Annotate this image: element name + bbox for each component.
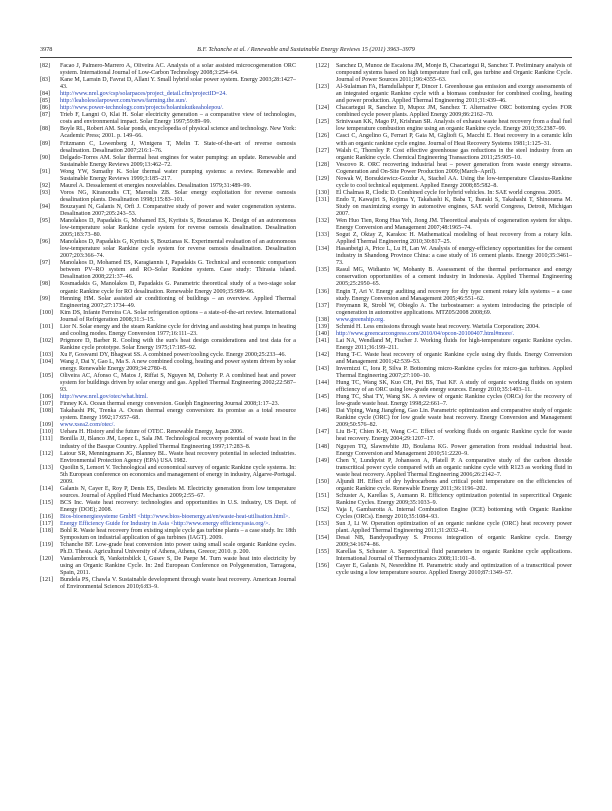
reference-number: [108] [40, 408, 54, 415]
reference-text: Sun J, Li W. Operation optimization of an organic rankine cycle (ORC) heat recovery power plant. Applied Thermal Engineering 2011;31:2032–41. [336, 521, 572, 535]
reference-number: [145] [316, 394, 330, 401]
reference-text: Liu B-T, Chien K-H, Wang C-C. Effect of working fluids on organic Rankine cycle for waste heat recovery. Energy 2004;29:1207–17. [336, 429, 572, 443]
reference-number: [148] [316, 443, 330, 450]
reference-entry [316, 133, 572, 147]
reference-text: Henning HM. Solar assisted air conditioning of buildings – an overview. Applied Thermal Engineering 2007;27:1734–49. [60, 295, 296, 309]
reference-text: Manolakos D, Mohamed ES, Karagiannis I, Papadakis G. Technical and economic comparison between PV–RO system and RO–Solar Rankine system. Case study: Thirasia island. Desalination 2008;221:37–46. [60, 260, 296, 281]
reference-entry [316, 549, 572, 563]
reference-entry [316, 444, 572, 458]
reference-number: [97] [40, 260, 51, 267]
reference-text: Wen Huo Tien, Rong Hua Yeh, Jiong JM. Theoretical analysis of cogeneration system for ships. Energy Conversion and Management 2007;48:1965–74. [336, 218, 572, 232]
reference-number: [91] [40, 168, 51, 175]
reference-entry [316, 521, 572, 535]
reference-number: [137] [316, 302, 330, 309]
reference-number: [128] [316, 161, 330, 168]
reference-text: Invernizzi C, Iora P, Silva P. Bottoming micro-Rankine cycles for micro-gas turbines. Applied Thermal Engineering 2007;27:100–10. [336, 366, 572, 380]
reference-number: [150] [316, 478, 330, 485]
reference-text: Srinivasan KK, Mago PJ, Krishnan SR. Analysis of exhaust waste heat recovery from a dual fuel low temperature combustion engine using an organic Rankine cycle. Energy 2010;35:2387–99. [336, 119, 572, 133]
reference-text: Wang J, Dai Y, Gao L, Ma S. A new combined cooling, heating and power system driven by solar energy. Renewable Energy 2009;34:2780–8. [60, 358, 296, 373]
reference-number: [85] [40, 98, 51, 105]
reference-entry [316, 148, 572, 162]
reference-entry[interactable] [40, 98, 296, 105]
reference-number: [102] [40, 337, 54, 344]
reference-text: Lior N. Solar energy and the steam Rankine cycle for driving and assisting heat pumps in heating and cooling modes. Energy Conversion 1977;16:111–23. [60, 323, 296, 337]
reference-entry [316, 105, 572, 119]
reference-number: [123] [316, 84, 330, 91]
reference-number: [131] [316, 196, 330, 203]
reference-text: Kosmadakis G, Manolakos D, Papadakis G. Parametric theoretical study of a two-stage solar organic Rankine cycle for RO desalination. Renewable Energy 2009;35:989–96. [60, 281, 296, 295]
reference-text: Engin T, Ari V. Energy auditing and recovery for dry type cement rotary kiln systems – a case study. Energy Conversion and Management 2005;46:551–62. [336, 288, 572, 302]
reference-entry [40, 486, 296, 500]
reference-entry [40, 465, 296, 486]
reference-number: [83] [40, 77, 51, 84]
reference-text: Chen Y, Lundqvist P, Johansson A, Platell P. A comparative study of the carbon dioxide transcritical power cycle compared with an organic rankine cycle with R123 as working fluid in waste heat recovery. Applied Thermal Engineering 2006;26:2142–7. [336, 457, 572, 478]
reference-number: [138] [316, 316, 330, 323]
reference-text: Bouzayani N, Galanis N, Orfi J. Comparative study of power and water cogeneration systems. Desalination 2007;205:243–53. [60, 203, 296, 217]
reference-link[interactable]: Bios-bioenergiesysteme GmbH <http://www.bios-bioenergy.at/en/waste-heat-utilisation.html>. [60, 514, 290, 520]
reference-text: Hung TC, Wang SK, Kuo CH, Pei BS, Tsai KF. A study of organic working fluids on system efficiency of an ORC using low-grade energy sources. Energy 2010;35:1403–11. [336, 380, 572, 394]
reference-number: [127] [316, 147, 330, 154]
reference-text: Boyle RL, Robert AM. Solar ponds, encyclopedia of physical science and technology. New York: Academic Press; 2001. p. 149–66. [60, 126, 296, 140]
reference-number: [84] [40, 91, 51, 98]
reference-entry [40, 436, 296, 450]
reference-entry [40, 183, 296, 190]
reference-number: [140] [316, 330, 330, 337]
reference-number: [133] [316, 232, 330, 239]
reference-entry [40, 63, 296, 77]
reference-link[interactable]: http://leaholesolarpower.com/news/farming.the.sun/. [60, 98, 188, 105]
reference-text: Schmid H. Less emissions through waste heat recovery. Wartsila Corporation; 2004. [336, 323, 540, 330]
reference-number: [101] [40, 323, 54, 330]
reference-text: Hung TC, Shai TY, Wang SK. A review of organic Rankine cycles (ORCs) for the recovery of low-grade waste heat. Energy 1998;22:661–7. [336, 394, 572, 408]
reference-number: [129] [316, 175, 330, 182]
reference-number: [146] [316, 408, 330, 415]
reference-text: Fritzmann C, Lowenberg J, Wintgens T, Melin T. State-of-the-art of reverse osmosis desalination. Desalination 2007;216:1–76. [60, 140, 296, 154]
reference-number: [132] [316, 218, 330, 225]
reference-text: Schuster A, Karellas S, Aumann R. Efficiency optimization potential in supercritical Organic Rankine Cycles. Energy 2009;35:1033–9. [336, 492, 572, 506]
reference-entry [40, 338, 296, 352]
reference-number: [155] [316, 549, 330, 556]
reference-text: Kim DS, Infante Ferreira CA. Solar refrigeration options – a state-of-the-art review. International Journal of Refrigeration 2008;31:3–15. [60, 309, 296, 323]
reference-entry [40, 169, 296, 183]
reference-number: [119] [40, 542, 53, 549]
reference-number: [154] [316, 535, 330, 542]
reference-entry [40, 260, 296, 281]
reference-entry [40, 500, 296, 514]
reference-entry [316, 197, 572, 218]
reference-text: Rasul MG, Widianto W, Mohanty B. Assessment of the thermal performance and energy conservation opportunities of a cement industry in Indonesia. Applied Thermal Engineering 2005;25:2950–65. [336, 267, 572, 288]
reference-entry [40, 359, 296, 373]
reference-entry [316, 218, 572, 232]
reference-text: Hung T-C. Waste heat recovery of organic Rankine cycle using dry fluids. Energy Conversion and Management 2001;42:539–53. [336, 351, 572, 365]
reference-entry [40, 324, 296, 338]
reference-link[interactable]: http://www.power-technology.com/projects/holaniukutkeaholepou/. [60, 105, 224, 112]
reference-entry [316, 535, 572, 549]
reference-entry [40, 373, 296, 394]
reference-number: [126] [316, 133, 330, 140]
reference-text: Takahashi PK, Trenka A. Ocean thermal energy conversion: its promise as a total resource system. Energy 1992;17:657–68. [60, 408, 296, 422]
reference-text: Bonilla JJ, Blanco JM, Lopez L, Sala JM. Technological recovery potential of waste heat in the industry of the Basque Country. Applied Thermal Engineering 1997;17:283–8. [60, 436, 296, 450]
reference-number: [120] [40, 556, 54, 563]
page-number: 3978 [40, 46, 53, 53]
reference-entry [316, 190, 572, 197]
reference-number: [99] [40, 295, 51, 302]
reference-text: Karellas S, Schuster A. Supercritical fluid parameters in organic Rankine cycle applications. International Journal of Thermodynamics 2008;11:101–8. [336, 549, 572, 563]
reference-entry [316, 246, 572, 267]
reference-entry [316, 303, 572, 317]
reference-text: Al-Sulaiman FA, Hamdullahpur F, Dincer I. Greenhouse gas emission and exergy assessments of an integrated organic Rankine cycle with a biomass combustor for combined cooling, heating and power production. Applied Thermal Engineering 2011;31:439–46. [336, 84, 572, 105]
reference-text: Maurel A. Dessalement et energies nouvelables. Desalination 1979;31:489–99. [60, 182, 251, 189]
reference-text: Nowak W, Borsukiewicz-Gozdur A, Stachel AA. Using the low-temperature Clausius-Rankine cycle to cool technical equipment. Applied Energy 2008;85:582–8. [336, 175, 572, 189]
reference-text: Desai NB, Bandyopadhyay S. Process integration of organic Rankine cycle. Energy 2009;34:1674–86. [336, 535, 572, 549]
reference-entry [40, 451, 296, 465]
reference-number: [139] [316, 323, 330, 330]
reference-text: Hasanbeigi A, Price L, Lu H, Lan W. Analysis of energy-efficiency opportunities for the cement industry in Shandong Province China: a case study of 16 cement plants. Energy 2010;35:3461–73. [336, 246, 572, 267]
reference-number: [112] [40, 450, 53, 457]
reference-number: [141] [316, 337, 330, 344]
reference-number: [116] [40, 514, 53, 520]
reference-number: [136] [316, 288, 330, 295]
reference-number: [88] [40, 126, 51, 133]
reference-text: Vanslambrouck B, Vankeirsbilck I, Gusev S, De Paepe M. Turn waste heat into electricity by using an Organic Rankine Cycle. In: 2nd European Conference on Polygeneration, Tarragona, Spain, 2011. [60, 556, 296, 577]
reference-entry [40, 239, 296, 260]
reference-number: [104] [40, 358, 54, 365]
reference-number: [156] [316, 563, 330, 570]
reference-text: Vaja I, Gambarotta A. Internal Combustion Engine (ICE) bottoming with Organic Rankine Cycles (ORCs). Energy 2010;35:1084–93. [336, 506, 572, 520]
reference-number: [94] [40, 203, 51, 210]
reference-text: Latour SR, Menningmann JG, Blanney BL. Waste heat recovery potential in selected industries. Environmental Protection Agency (EPA) USA 1982. [60, 450, 296, 464]
reference-entry [316, 408, 572, 429]
reference-text: Prigmore D, Barber R. Cooling with the sun's heat design considerations and test data for a Rankine cycle prototype. Solar Energy 1975;17:185–92. [60, 337, 296, 351]
reference-number: [153] [316, 521, 330, 528]
reference-entry [40, 556, 296, 577]
reference-number: [117] [40, 521, 53, 528]
reference-number: [115] [40, 499, 53, 506]
reference-text: Casci C, Angelino G, Ferrari P, Gaia M, Gigliofi G, Macchi E. Heat recovery in a ceramic kiln with an organic rankine cycle engine. Journal of Heat Recovery Systems 1981;1:125–31. [336, 133, 572, 147]
reference-entry[interactable] [316, 317, 572, 324]
reference-entry [316, 352, 572, 366]
reference-number: [121] [40, 577, 54, 584]
reference-entry [316, 563, 572, 577]
reference-number: [111] [40, 436, 53, 443]
reference-number: [124] [316, 105, 330, 112]
reference-number: [134] [316, 246, 330, 253]
reference-entry [316, 162, 572, 176]
reference-link[interactable]: Energy Efficiency Guide for Industry in Asia <http://www.energy efficiencyasia.org/>. [60, 521, 270, 528]
reference-number: [89] [40, 140, 51, 147]
reference-entry [40, 112, 296, 126]
references-left-column [40, 63, 296, 592]
reference-number: [143] [316, 366, 330, 373]
reference-entry [316, 458, 572, 479]
reference-number: [86] [40, 105, 51, 112]
reference-text: Manolakos D, Papadakis G, Kyritsis S, Bouzianas K. Experimental evaluation of an autonomous low-temperature solar Rankine cycle system for reverse osmosis desalination. Desalination 2007;203:366–74. [60, 239, 296, 260]
reference-text: Sanchez D, Munoz de Escalona JM, Monje B, Chacartegui R, Sanchez T. Preliminary analysis of compound systems based on high temperature fuel cell, gas turbine and Organic Rankine Cycle. Journal of Power Sources 2011;196:4355–63. [336, 63, 572, 84]
reference-number: [105] [40, 373, 54, 380]
reference-text: Oliveira AC, Afonso C, Matos J, Riffat S, Nguyen M, Doherty P. A combined heat and power system for buildings driven by solar energy and gas. Applied Thermal Engineering 2002;22:587–93. [60, 373, 296, 394]
reference-number: [100] [40, 309, 54, 316]
reference-number: [96] [40, 239, 51, 246]
reference-number: [135] [316, 267, 330, 274]
reference-number: [113] [40, 464, 53, 471]
reference-link[interactable]: www.greenship.org. [336, 316, 385, 323]
reference-entry [40, 77, 296, 91]
reference-entry [316, 84, 572, 105]
reference-entry [316, 267, 572, 288]
reference-text: Nguyen TQ, Slawnwhite JD, Boulama KG. Power generation from residual industrial heat. Energy Conversion and Management 2010;51:2220–9. [336, 443, 572, 457]
reference-number: [92] [40, 182, 51, 189]
reference-number: [130] [316, 189, 330, 196]
reference-text: Galanis N, Cayer E, Roy P, Denis ES, Desilets M. Electricity generation from low temperature sources. Journal of Applied Fluid Mechanics 2009;2:55–67. [60, 485, 296, 499]
reference-number: [118] [40, 528, 53, 535]
reference-entry [40, 542, 296, 556]
reference-number: [144] [316, 380, 330, 387]
reference-entry [40, 204, 296, 218]
reference-entry [40, 408, 296, 422]
reference-entry [40, 352, 296, 359]
reference-text: Facao J, Palmero-Marrero A, Oliveira AC. Analysis of a solar assisted microcogeneration ORC system. International Journal of Low-Carbon Technology 2008;3:254–64. [60, 63, 296, 77]
reference-number: [95] [40, 218, 51, 225]
reference-text: Bohl R. Waste heat recovery from existing simple cycle gas turbine plants – a case study. In: 18th Symposium on industrial application of gas turbines (IAGT). 2009. [60, 528, 296, 542]
reference-link[interactable]: http://www.nrel.gov/csp/solarpaces/project_detail.cfm/projectID=24. [60, 91, 227, 98]
reference-link[interactable]: www.xsea2.com/otec/. [60, 422, 115, 429]
reference-text: El Chalmas R, Clodic D. Combined cycle for hybrid vehicles. In: SAE world congress. 2005. [336, 189, 562, 196]
reference-text: Freymann R, Strobl W, Obieglo A. The turbosteamer: a system introducing the principle of cogeneration in automotive applications. MTZ05/2008 2008;69. [336, 302, 572, 316]
reference-entry [40, 281, 296, 295]
reference-text: Walsh C, Thornley P. Cost effective greenhouse gas reductions in the steel industry from an organic Rankine cycle. Chemical Engineering Transactions 2011;25:905–10. [336, 147, 572, 161]
reference-link[interactable]: http://www.nrel.gov/otec/what.html. [60, 394, 148, 401]
reference-number: [152] [316, 506, 330, 513]
reference-number: [103] [40, 351, 54, 358]
reference-text: Uehara H. History and the future of OTEC. Renewable Energy, Japan 2006. [60, 429, 244, 436]
reference-text: Kane M, Larrain D, Favrat D, Allani Y. Small hybrid solar power system. Energy 2003;28:1427–43. [60, 77, 296, 91]
reference-entry [316, 338, 572, 352]
reference-number: [87] [40, 112, 51, 119]
reference-text: Voros NG, Kiranoudis CT, Maroulis ZB. Solar energy exploitation for reverse osmosis desalination plants. Desalination 1998;115:83–101. [60, 189, 296, 203]
header-rule [40, 57, 572, 58]
reference-entry [40, 126, 296, 140]
reference-text: Chacartegui R, Sanchez D, Mupoz JM, Sanchez T. Alternative ORC bottoming cycles FOR combined cycle power plants. Applied Energy 2009;86:2162–70. [336, 105, 572, 119]
reference-text: Wong YW, Sumathy K. Solar thermal water pumping systems: a review. Renewable and Sustainable Energy Reviews 1999;3:185–217. [60, 168, 296, 182]
reference-text: Dai Yiping, Wang Jiangfeng, Gao Lin. Parametric optimization and comparative study of organic Rankine cycle (ORC) for low grade waste heat recovery. Energy Conversion and Management 2009;50:576–82. [336, 408, 572, 429]
reference-entry [40, 528, 296, 542]
reference-text: Cayer E, Galanis N, Nesreddine H. Parametric study and optimization of a transcritical power cycle using a low temperature source. Applied Energy 2010;87:1349–57. [336, 563, 572, 577]
reference-number: [114] [40, 485, 53, 492]
reference-entry [40, 401, 296, 408]
reference-entry [316, 232, 572, 246]
reference-entry [40, 218, 296, 239]
reference-text: Finney KA. Ocean thermal energy conversion. Guelph Engineering Journal 2008;1:17–23. [60, 401, 280, 408]
reference-entry[interactable] [40, 394, 296, 401]
reference-number: [122] [316, 63, 330, 69]
reference-text: Delgado-Torres AM. Solar thermal heat engines for water pumping: an update. Renewable and Sustainable Energy Reviews 2009;13:462–72. [60, 154, 296, 168]
reference-number: [82] [40, 63, 51, 69]
reference-entry [316, 366, 572, 380]
reference-number: [90] [40, 154, 51, 161]
reference-entry [40, 296, 296, 310]
reference-text: BCS Inc. Waste heat recovery: technologies and opportunities in U.S. industry, US Dept. of Energy (DOE); 2008. [60, 499, 296, 513]
reference-text: Trieb F, Langni O, Klai H. Solar electricity generation – a comparative view of technologies, costs and environmental impact. Solar Energy 1997;59:89–99. [60, 112, 296, 126]
references-right-column [316, 63, 572, 577]
reference-text: Vescovo R. ORC recovering industrial heat – power generation from waste energy streams. Cogeneration and On-Site Power Production 2009;(March–April). [336, 161, 572, 175]
reference-number: [151] [316, 492, 330, 499]
reference-number: [107] [40, 401, 54, 408]
reference-entry [40, 190, 296, 204]
reference-entry[interactable] [40, 514, 296, 521]
reference-text: Bundela PS, Chawla V. Sustainable development through waste heat recovery. American Journal of Environmental Sciences 2010;6:83–9. [60, 577, 296, 591]
reference-entry [316, 493, 572, 507]
reference-entry[interactable] [316, 331, 572, 338]
reference-entry [40, 310, 296, 324]
reference-text: Quoilin S, Lemort V. Technological and economical survey of organic Rankine cycle systems. In: 5th European conference on economics and management of energy in industry, Algarve-Portugal. 2009. [60, 464, 296, 485]
reference-entry [316, 119, 572, 133]
reference-entry [40, 577, 296, 591]
reference-number: [93] [40, 189, 51, 196]
reference-text: Tchanche BF. Low-grade heat conversion into power using small scale organic Rankine cycles. Ph.D. Thesis. Agricultural University of Athens, Athens, Greece; 2010. p. 200. [60, 542, 296, 556]
reference-text: Xu F, Goswami DY, Bhagwat SS. A combined power/cooling cycle. Energy 2000;25:233–46. [60, 351, 287, 358]
reference-number: [109] [40, 422, 54, 429]
reference-number: [147] [316, 429, 330, 436]
reference-entry [316, 394, 572, 408]
reference-entry [316, 507, 572, 521]
reference-link[interactable]: http://www.greencarcongress.com/2010/04/opcon-20100407.html#more/. [336, 330, 514, 337]
reference-entry [316, 380, 572, 394]
reference-number: [98] [40, 281, 51, 288]
reference-entry [316, 429, 572, 443]
reference-entry [316, 324, 572, 331]
reference-text: Aljundi IH. Effect of dry hydrocarbons and critical point temperature on the efficiencies of organic Rankine cycle. Renewable Energy 2011;36:1196–202. [336, 478, 572, 492]
reference-number: [149] [316, 457, 330, 464]
reference-text: Sogut Z, Oktay Z, Karakoc H. Mathematical modeling of heat recovery from a rotary kiln. Applied Thermal Engineering 2010;30:817–25. [336, 232, 572, 246]
reference-text: Manolakos D, Papadakis G, Mohamed ES, Kyritsis S, Bouzianas K. Design of an autonomous low-temperature solar Rankine cycle system for reverse osmosis desalination. Desalination 2005;183:73–80. [60, 218, 296, 239]
journal-citation: B.F. Tchanche et al. / Renewable and Sustainable Energy Reviews 15 (2011) 3963–3979 [197, 46, 415, 53]
reference-number: [106] [40, 394, 54, 401]
reference-number: [142] [316, 351, 330, 358]
reference-text: Lai NA, Wendland M, Fischer J. Working fluids for high-temperature organic Rankine cycles. Energy 2011;36:199–211. [336, 337, 572, 351]
reference-entry [316, 176, 572, 190]
reference-entry [316, 289, 572, 303]
reference-entry [316, 479, 572, 493]
reference-number: [125] [316, 119, 330, 126]
reference-text: Endo T, Kawajiri S, Kojima Y, Takahashi K, Baba T, Ibaraki S, Takahashi T, Shinorama M. Study on maximizing exergy in automotive engines, SAE world Congress, Detroit, Michigan 2007. [336, 196, 572, 217]
reference-entry [40, 141, 296, 155]
reference-number: [110] [40, 429, 53, 436]
reference-entry [40, 155, 296, 169]
reference-entry [316, 63, 572, 84]
